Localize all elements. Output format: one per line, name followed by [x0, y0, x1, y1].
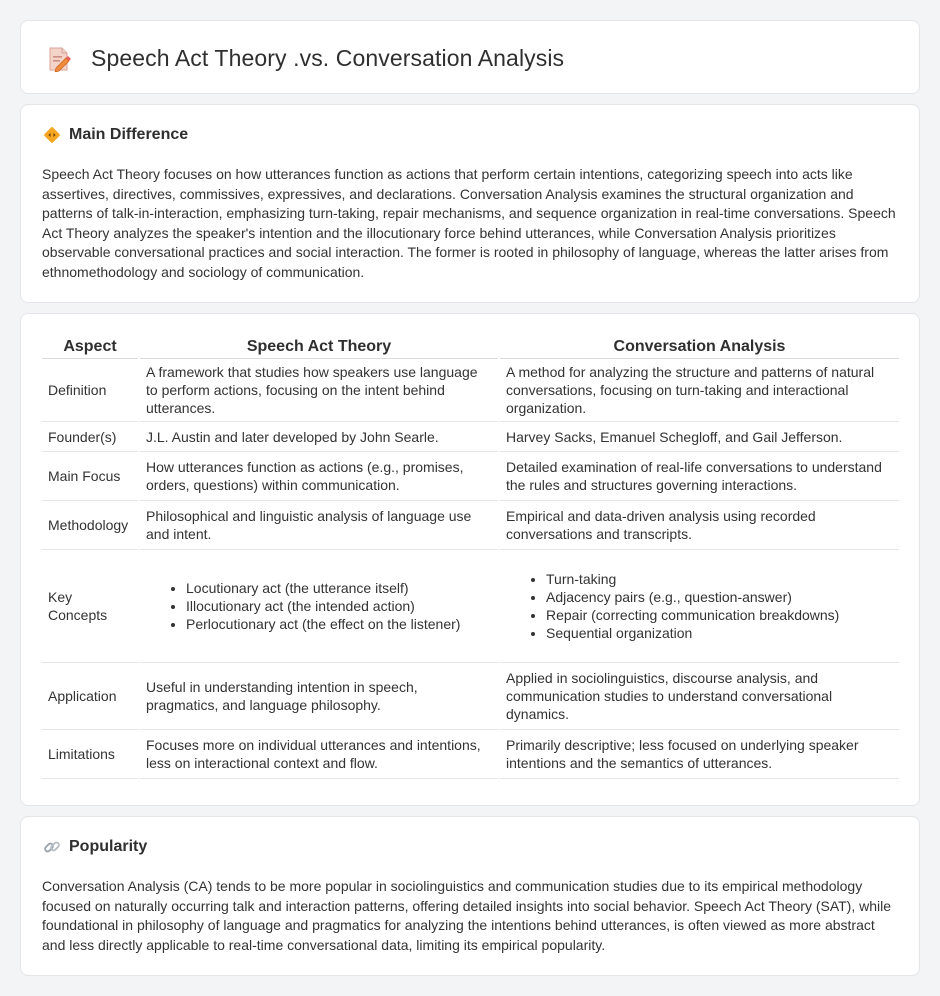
row-ca: A method for analyzing the structure and patterns of natural conversations, focusing on turn-taking and interactional organization.: [499, 359, 899, 422]
list-item: • Locutionary act (the utterance itself): [186, 579, 492, 597]
title-row: [47, 45, 564, 72]
document-pencil-icon: [47, 46, 71, 72]
row-sat: [139, 550, 499, 663]
link-icon: [43, 838, 61, 856]
table-row: [42, 501, 899, 550]
popularity-card: [20, 816, 920, 976]
table-row: [42, 452, 899, 501]
title-card: [20, 20, 920, 94]
header-speech-act-theory: Speech Act Theory: [139, 334, 499, 359]
list-item: • Perlocutionary act (the effect on the listener): [186, 615, 492, 633]
table-row: [42, 730, 899, 779]
list-item: • Illocutionary act (the intended action): [186, 597, 492, 615]
row-sat: Focuses more on individual utterances and intentions, less on interactional context and flow.: [139, 730, 499, 779]
row-aspect: Key Concepts: [42, 550, 139, 663]
table-row: [42, 422, 899, 452]
row-sat: A framework that studies how speakers use language to perform actions, focusing on the intent behind utterances.: [139, 359, 499, 422]
comparison-card: [20, 313, 920, 806]
popularity-text: Conversation Analysis (CA) tends to be more popular in sociolinguistics and communication studies due to its empirical methodology focused on naturally occurring talk and interaction patterns, offering detailed insights into social behavior. Speech Act Theory (SAT), while foundational in philosophy of language and pragmatics for analyzing the intentions behind utterances, is often viewed as more abstract and less directly applicable to real-time conversational data, limiting its empirical popularity.: [42, 878, 892, 953]
table-row: [42, 550, 899, 663]
list-item: • Sequential organization: [546, 624, 893, 642]
header-aspect: Aspect: [42, 334, 139, 359]
row-sat: Philosophical and linguistic analysis of language use and intent.: [139, 501, 499, 550]
row-ca: Primarily descriptive; less focused on underlying speaker intentions and the semantics of utterances.: [499, 730, 899, 779]
row-aspect: Methodology: [42, 501, 139, 550]
popularity-heading: Popularity: [69, 838, 148, 855]
ca-key-concepts-list: [506, 570, 893, 642]
row-ca: Harvey Sacks, Emanuel Schegloff, and Gail Jefferson.: [499, 422, 899, 452]
list-item: • Repair (correcting communication breakdowns): [546, 606, 893, 624]
list-item: • Adjacency pairs (e.g., question-answer): [546, 588, 893, 606]
comparison-table: [42, 334, 899, 779]
sat-key-concepts-list: [146, 579, 492, 633]
main-difference-header: [43, 126, 188, 144]
table-row: [42, 359, 899, 422]
main-difference-heading: Main Difference: [69, 126, 189, 143]
row-ca: Empirical and data-driven analysis using recorded conversations and transcripts.: [499, 501, 899, 550]
row-aspect: Definition: [42, 359, 139, 422]
row-ca: [499, 550, 899, 663]
row-ca: Detailed examination of real-life conversations to understand the rules and structures governing interactions.: [499, 452, 899, 501]
row-sat: J.L. Austin and later developed by John Searle.: [139, 422, 499, 452]
main-difference-text: Speech Act Theory focuses on how utterances function as actions that perform certain intentions, categorizing speech into acts like assertives, directives, commissives, expressives, and declarations. Conversation Analysis examines the structural organization and patterns of talk-in-interaction, emphasizing turn-taking, repair mechanisms, and sequence organization in real-time conversations. Speech Act Theory analyzes the speaker's intention and the illocutionary force behind utterances, while Conversation Analysis prioritizes observable conversational practices and social interaction. The former is rooted in philosophy of language, whereas the latter arises from ethnomethodology and sociology of communication.: [42, 166, 896, 280]
popularity-header: [43, 838, 147, 856]
row-sat: How utterances function as actions (e.g., promises, orders, questions) within communication.: [139, 452, 499, 501]
row-aspect: Main Focus: [42, 452, 139, 501]
list-item: • Turn-taking: [546, 570, 893, 588]
row-aspect: Limitations: [42, 730, 139, 779]
main-difference-card: [20, 104, 920, 303]
row-ca: Applied in sociolinguistics, discourse analysis, and communication studies to understand conversational dynamics.: [499, 663, 899, 730]
row-sat: Useful in understanding intention in speech, pragmatics, and language philosophy.: [139, 663, 499, 730]
page-title: Speech Act Theory .vs. Conversation Analysis: [91, 45, 565, 71]
diamond-arrows-icon: [43, 126, 61, 144]
header-conversation-analysis: Conversation Analysis: [499, 334, 899, 359]
table-header-row: [42, 334, 899, 359]
row-aspect: Application: [42, 663, 139, 730]
row-aspect: Founder(s): [42, 422, 139, 452]
table-row: [42, 663, 899, 730]
